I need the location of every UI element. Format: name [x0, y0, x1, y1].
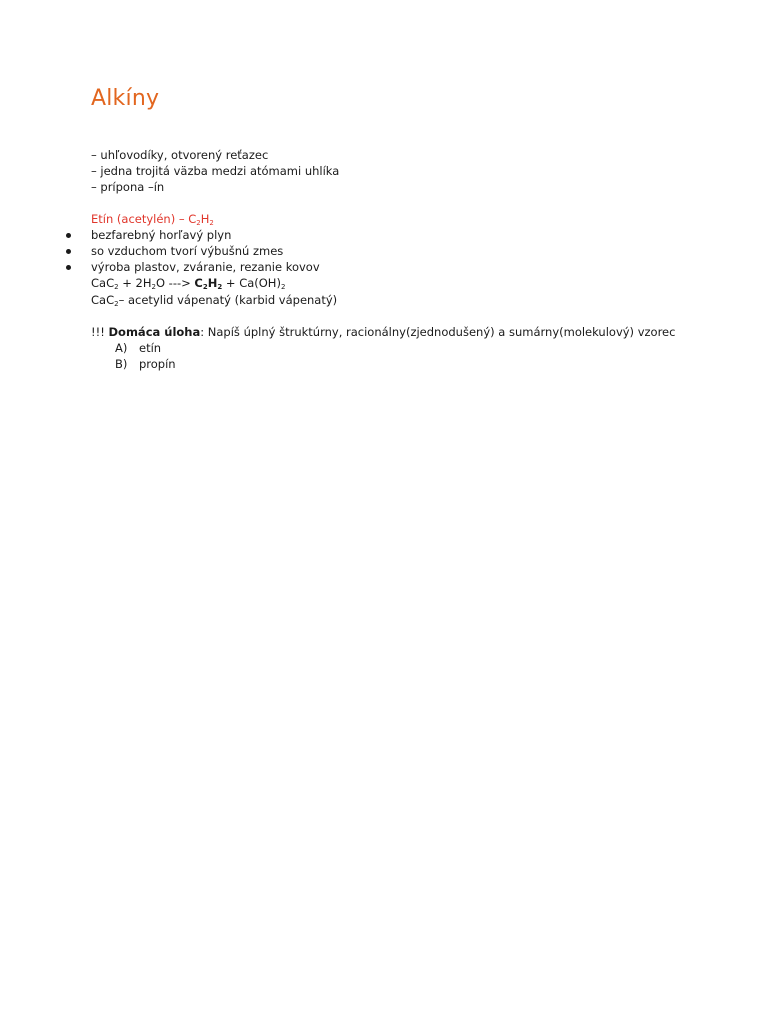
- homework-text: : Napíš úplný štruktúrny, racionálny(zjednodušený) a sumárny(molekulový) vzorec: [200, 325, 676, 339]
- task-item: [115, 340, 161, 356]
- intro-line: – prípona –ín: [91, 180, 165, 194]
- bullet-item: bezfarebný horľavý plyn: [91, 228, 232, 242]
- homework-line: [91, 324, 675, 340]
- formula-part: + Ca(OH): [222, 276, 281, 290]
- task-text: etín: [139, 341, 162, 355]
- carbide-description: – acetylid vápenatý (karbid vápenatý): [118, 293, 338, 307]
- formula-part: O --->: [155, 276, 195, 290]
- homework-exclaim: !!!: [91, 325, 109, 339]
- subscript: 2: [209, 219, 214, 227]
- task-marker: B): [115, 357, 128, 371]
- document-title: Alkíny: [91, 86, 160, 111]
- bullet-item: so vzduchom tvorí výbušnú zmes: [91, 244, 284, 258]
- subscript: 2: [196, 219, 201, 227]
- bullet-icon: [66, 249, 71, 254]
- etin-heading-h: H: [200, 212, 210, 226]
- task-text: propín: [139, 357, 176, 371]
- subscript: 2: [151, 283, 156, 291]
- carbide-line: [91, 292, 337, 308]
- etin-heading: [91, 211, 214, 227]
- subscript: 2: [202, 283, 208, 291]
- formula-part: CaC: [91, 293, 115, 307]
- intro-line: – uhľovodíky, otvorený reťazec: [91, 148, 269, 162]
- task-marker: A): [115, 341, 128, 355]
- bullet-item: výroba plastov, zváranie, rezanie kovov: [91, 260, 320, 274]
- intro-line: – jedna trojitá väzba medzi atómami uhlíka: [91, 164, 340, 178]
- formula-part: + 2H: [118, 276, 152, 290]
- subscript: 2: [280, 283, 286, 291]
- formula-part: H: [207, 276, 218, 290]
- formula-part: CaC: [91, 276, 115, 290]
- formula-part: C: [194, 276, 203, 290]
- homework-label: Domáca úloha: [108, 325, 201, 339]
- etin-heading-text: Etín (acetylén) – C: [91, 212, 197, 226]
- reaction-equation: [91, 275, 285, 291]
- bullet-icon: [66, 233, 71, 238]
- task-item: [115, 356, 176, 372]
- bullet-icon: [66, 265, 71, 270]
- subscript: 2: [114, 283, 119, 291]
- subscript: 2: [114, 300, 119, 308]
- subscript: 2: [217, 283, 223, 291]
